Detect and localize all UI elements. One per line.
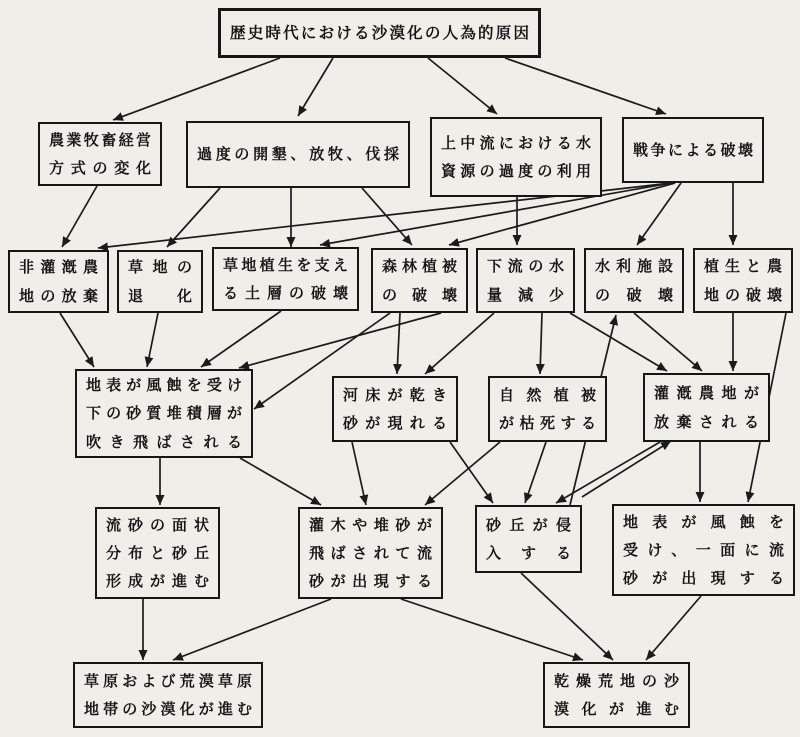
node-riverbed-dries-sand — [332, 376, 458, 442]
node-text-line: 過度の開墾、放牧、伐採 — [197, 145, 399, 163]
node-text-line: 地帯の沙漠化が進む — [84, 700, 252, 718]
node-text-line: 退化 — [128, 286, 192, 305]
node-text-line: 砂丘が侵 — [486, 515, 571, 534]
node-text-line: 戦争による破壊 — [633, 140, 753, 159]
edge-t-to-d — [505, 58, 666, 114]
node-text-line: 分布と砂丘 — [106, 543, 209, 562]
node-text-line: 灌漑農地が — [654, 384, 759, 403]
node-text-line: 河床が乾き — [343, 385, 447, 404]
node-text-line: の破壊 — [595, 285, 673, 304]
edge-w-to-v2 — [240, 458, 321, 505]
node-irrigated-land-abandoned — [643, 373, 770, 442]
edge-n5-to-y — [540, 313, 542, 374]
node-text-line: 草地の — [128, 258, 192, 277]
node-farming-grazing-change — [38, 122, 162, 186]
node-text-line: 砂が出現する — [309, 572, 432, 591]
edge-b-to-n2 — [167, 188, 220, 247]
node-forest-cover-destruction — [371, 248, 468, 313]
node-steppe-desertification — [73, 662, 263, 728]
node-text-line: 森林植被 — [382, 257, 457, 276]
edge-x-to-v3 — [450, 442, 493, 503]
edge-t-to-a — [113, 58, 280, 120]
node-text-line: 乾燥荒地の沙 — [554, 671, 679, 690]
edge-n4-to-w — [239, 313, 441, 368]
node-text-line: の破壊 — [382, 285, 457, 304]
node-text-line: 量減少 — [487, 285, 564, 304]
node-text-line: 吹き飛ばされる — [86, 432, 242, 451]
node-text-line: 飛ばされて流 — [309, 543, 432, 562]
edge-y-to-v3 — [525, 442, 546, 503]
edge-n5-to-z — [570, 313, 667, 371]
node-text-line: 草原および荒漠草原 — [84, 671, 252, 690]
node-soil-layer-destruction — [212, 247, 359, 311]
node-shrubs-sand-blown — [298, 507, 443, 599]
node-downstream-flow-decrease — [476, 248, 575, 313]
edge-a-to-n1 — [62, 186, 97, 247]
node-text-line: 自然植被 — [499, 385, 596, 404]
node-text-line: 水利施設 — [595, 257, 673, 276]
edge-n4-to-x — [397, 313, 400, 374]
node-text-line: 地表が風蝕を受け — [86, 376, 242, 395]
node-text-line: 非灌漑農 — [19, 258, 98, 277]
edge-t-to-c — [428, 58, 497, 114]
node-text-line: 流砂の面状 — [106, 515, 209, 534]
node-text-line: 上中流における水 — [441, 133, 591, 152]
node-text-line: 灌木や堆砂が — [309, 515, 432, 534]
node-arid-wasteland-desertification — [543, 662, 690, 728]
edge-v2-to-g1 — [173, 599, 331, 660]
node-text-line: 地表が風蝕を — [623, 512, 784, 531]
node-vegetation-farmland-destruction — [693, 248, 793, 313]
node-excessive-cultivation — [186, 121, 410, 188]
node-text-line: 砂が現れる — [343, 414, 447, 432]
edge-n6-to-z — [634, 313, 702, 371]
edge-t-to-b — [298, 58, 333, 116]
node-dunes-invade — [475, 505, 582, 573]
edge-n5-to-x — [425, 313, 494, 374]
node-text-line: 地の破壊 — [704, 285, 782, 304]
node-text-line: 下の砂質堆積層が — [86, 404, 242, 423]
node-text-line: 方式の変化 — [49, 159, 151, 177]
node-text-line: 農業牧畜経営 — [49, 130, 151, 149]
node-text-line: 砂が出現する — [623, 569, 784, 588]
node-drift-sand-dune-formation — [95, 507, 220, 599]
node-text-line: 形成が進む — [106, 572, 209, 591]
node-text-line: 下流の水 — [487, 257, 564, 276]
node-text-line: る土層の破壊 — [223, 284, 348, 302]
edge-n3-to-w — [201, 311, 281, 367]
node-upstream-water-overuse — [430, 117, 602, 197]
node-text-line: が枯死する — [499, 414, 596, 432]
node-war-destruction — [622, 117, 764, 183]
edge-x-to-v2 — [352, 442, 366, 505]
edge-n1-to-w — [60, 313, 94, 367]
node-surface-wind-erosion — [75, 369, 253, 458]
node-text-line: 放棄される — [654, 412, 759, 431]
node-grassland-degradation — [117, 250, 203, 313]
node-natural-vegetation-dies — [488, 376, 607, 442]
edge-v4-to-g2 — [646, 596, 701, 660]
node-text-line: 受け、一面に流 — [623, 540, 784, 559]
edge-n2-to-w — [147, 313, 158, 367]
edge-v2-to-g2 — [401, 599, 583, 660]
edge-z-to-v3 — [556, 442, 660, 503]
node-text-line: 植生と農 — [704, 257, 782, 276]
node-text-line: 地の放棄 — [19, 286, 98, 305]
node-text-line: 漠化が進む — [554, 700, 679, 718]
node-surface-erosion-driftsand — [612, 504, 795, 596]
edge-v3-to-z — [582, 441, 671, 497]
edge-v3-to-g2 — [521, 573, 613, 660]
node-water-facility-destruction — [584, 248, 684, 313]
node-root-cause-title — [218, 8, 541, 58]
node-text-line: 草地植生を支え — [223, 255, 348, 274]
node-text-line: 歴史時代における沙漠化の人為的原因 — [230, 23, 529, 43]
node-text-line: 入する — [486, 544, 571, 562]
node-non-irrigated-land-abandon — [8, 250, 109, 313]
node-text-line: 資源の過度の利用 — [441, 162, 591, 180]
